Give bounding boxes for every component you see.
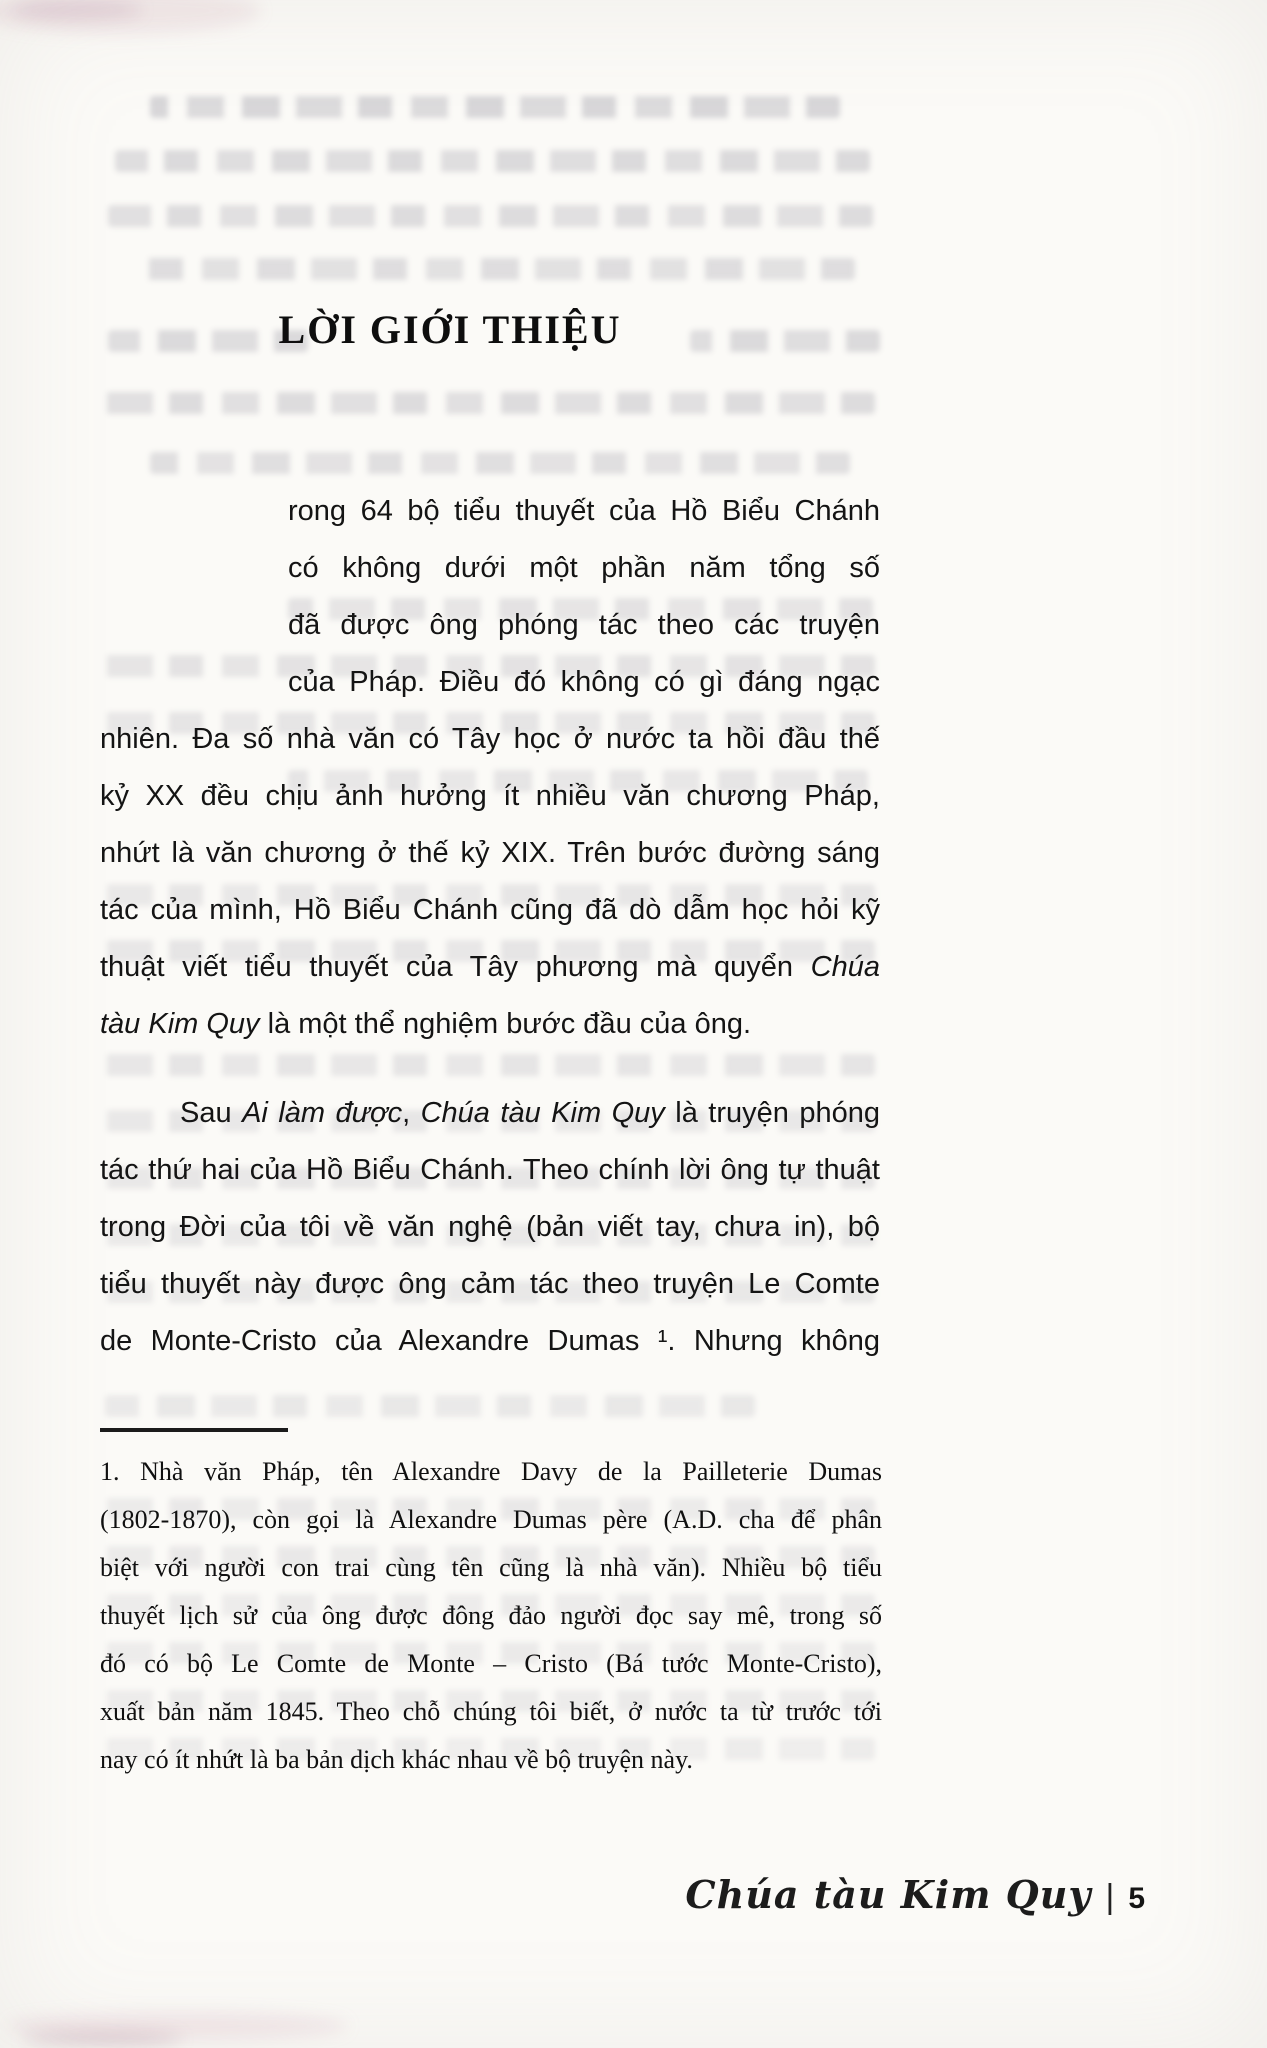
footnote [100,1428,882,1784]
bleed-through-artifact [108,205,873,227]
text-line: (1802-1870), còn gọi là Alexandre Dumas père (A.D. cha để phân [100,1505,882,1534]
footnote-rule [100,1428,288,1432]
bleed-through-artifact [115,150,870,172]
text-line: biệt với người con trai cùng tên cũng là nhà văn). Nhiều bộ tiểu [100,1553,882,1582]
text-line: rong 64 bộ tiểu thuyết của Hồ Biểu Chánh [288,495,880,527]
text-line: nay có ít nhứt là ba bản dịch khác nhau về bộ truyện này. [100,1745,693,1774]
text-line: tác thứ hai của Hồ Biểu Chánh. Theo chính lời ông tự thuật [100,1154,880,1186]
text-line: đó có bộ Le Comte de Monte – Cristo (Bá tước Monte-Cristo), [100,1649,882,1678]
text-line: tác của mình, Hồ Biểu Chánh cũng đã dò dẫm học hỏi kỹ [100,894,880,926]
text-line: tàu Kim Quy là một thể nghiệm bước đầu của ông. [100,1008,752,1040]
bleed-through-artifact [135,258,855,280]
scan-smudge-top-left-small [12,0,142,20]
bleed-through-artifact [105,392,875,414]
body-text [100,483,880,1370]
text-line: nhứt là văn chương ở thế kỷ XIX. Trên bước đường sáng [100,837,880,869]
paragraph-2-lines [100,1085,880,1370]
footer-book-title: Chúa tàu Kim Quy [685,1872,1092,1917]
text-line: 1. Nhà văn Pháp, tên Alexandre Davy de la Pailleterie Dumas [100,1457,882,1486]
text-line: tiểu thuyết này được ông cảm tác theo truyện Le Comte [100,1268,880,1300]
text-line: Sau Ai làm được, Chúa tàu Kim Quy là truyện phóng [180,1097,881,1129]
footer-separator: | [1105,1878,1115,1916]
text-line: kỷ XX đều chịu ảnh hưởng ít nhiều văn chương Pháp, [100,780,880,812]
drop-cap-letter [178,497,179,498]
page-title: LỜI GIỚI THIỆU [278,307,622,352]
footnote-lines [100,1448,882,1784]
footer-page-number: 5 [1128,1882,1145,1915]
page-footer [685,1872,1145,1917]
text-line: thuyết lịch sử của ông được đông đảo người đọc say mê, trong số [100,1601,882,1630]
text-line: de Monte-Cristo của Alexandre Dumas ¹. Nhưng không [100,1325,880,1357]
bleed-through-artifact [105,1395,755,1417]
bleed-through-artifact [150,96,840,118]
bleed-through-artifact [150,452,850,474]
text-line: của Pháp. Điều đó không có gì đáng ngạc [288,666,880,698]
drop-cap [178,497,274,701]
scan-smudge-bottom-left-dark [22,2032,182,2046]
paragraph-2 [100,1085,880,1370]
text-line: trong Đời của tôi về văn nghệ (bản viết tay, chưa in), bộ [100,1211,880,1243]
text-line: xuất bản năm 1845. Theo chỗ chúng tôi biết, ở nước ta từ trước tới [100,1697,882,1726]
text-line: đã được ông phóng tác theo các truyện [288,609,880,641]
text-line: có không dưới một phần năm tổng số [288,552,880,584]
text-line: thuật viết tiểu thuyết của Tây phương mà quyển Chúa [100,951,880,983]
paragraph-1 [100,483,880,1053]
text-line: nhiên. Đa số nhà văn có Tây học ở nước ta hồi đầu thế [100,723,880,755]
